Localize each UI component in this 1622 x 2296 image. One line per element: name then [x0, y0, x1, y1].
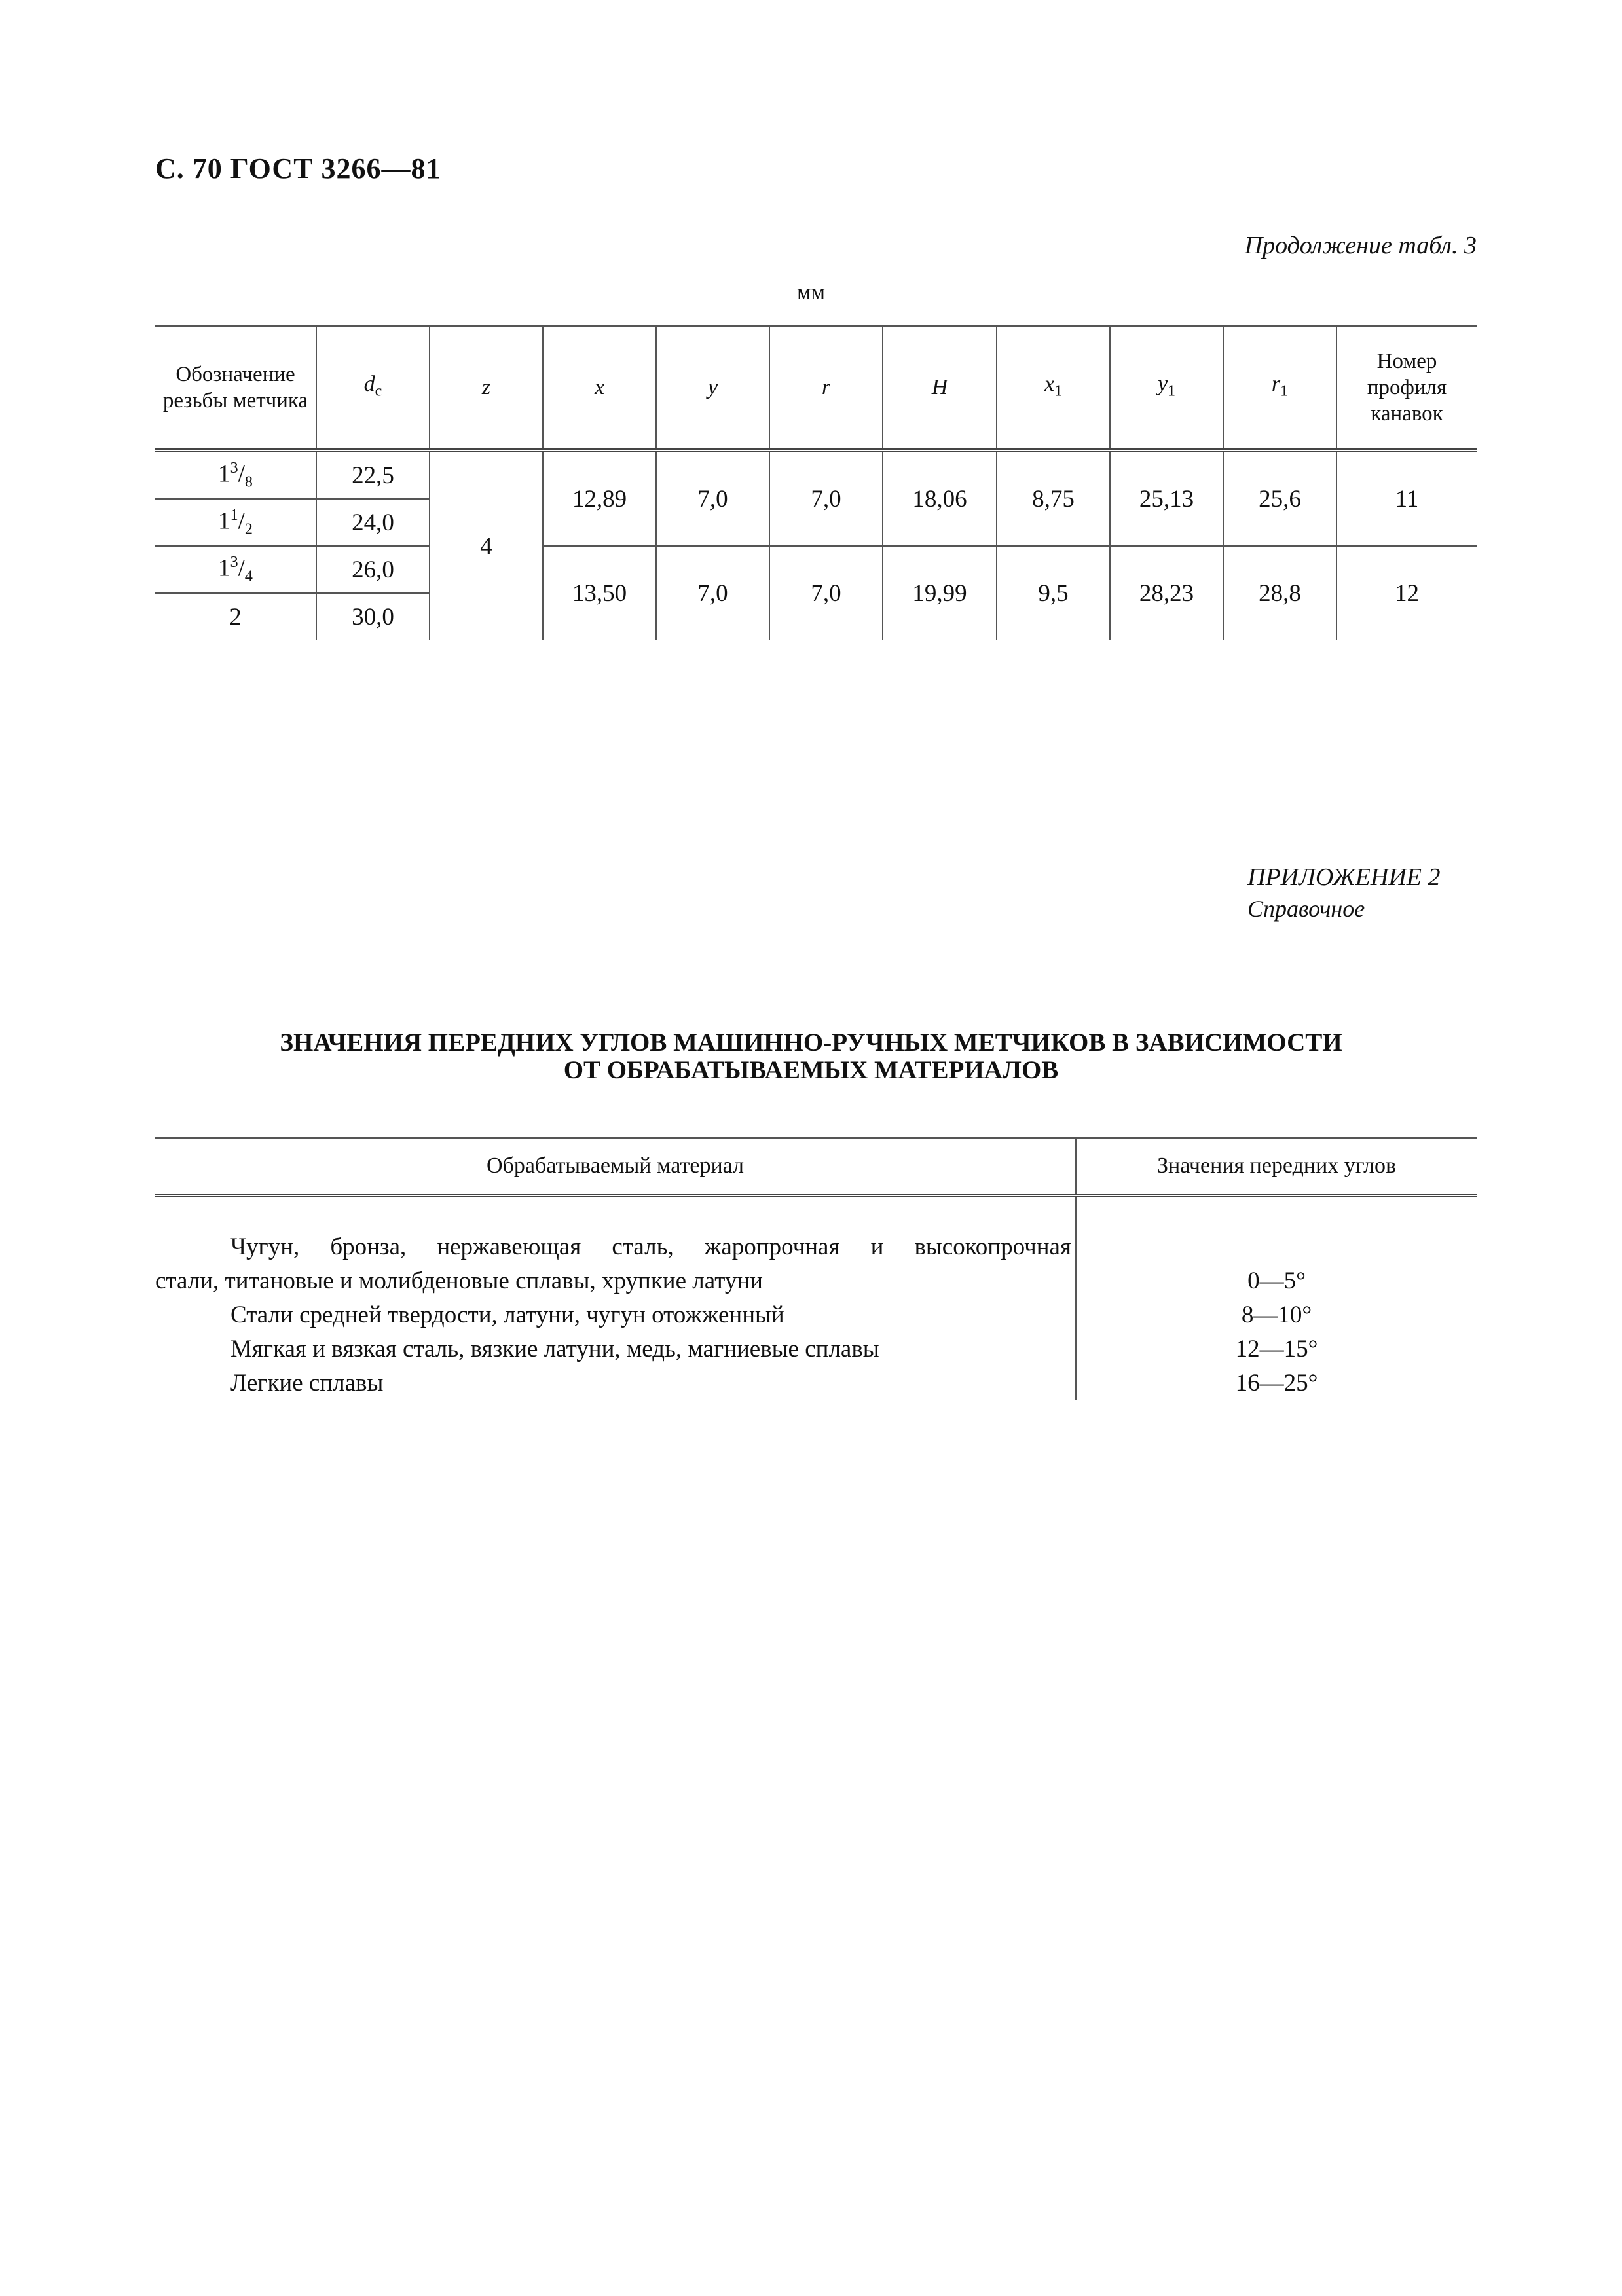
unit-label: мм — [796, 280, 826, 304]
x1-cell: 8,75 — [997, 450, 1110, 546]
material-cell: Мягкая и вязкая сталь, вязкие латуни, медь, магниевые сплавы — [230, 1336, 879, 1362]
header-angle: Значения передних углов — [1076, 1138, 1477, 1195]
table-row — [155, 1332, 1477, 1366]
dc-cell: 30,0 — [316, 593, 430, 640]
material-cell: Стали средней твердости, латуни, чугун отожженный — [230, 1302, 784, 1328]
tap-dimensions-table — [155, 325, 1477, 640]
table-row — [155, 546, 1477, 593]
header-y1: $y_1$ — [1110, 326, 1223, 450]
angle-cell: 16—25° — [1076, 1366, 1477, 1400]
designation-cell: $1^1/_2$ — [155, 499, 316, 546]
angle-cell: 8—10° — [1076, 1298, 1477, 1332]
r1-cell: 28,8 — [1223, 546, 1336, 640]
appendix-label — [1247, 862, 1440, 924]
appendix-title — [0, 1029, 1622, 1084]
header-material: Обрабатываемый материал — [155, 1138, 1076, 1195]
y1-cell: 28,23 — [1110, 546, 1223, 640]
title-line-1: ЗНАЧЕНИЯ ПЕРЕДНИХ УГЛОВ МАШИННО-РУЧНЫХ МЕТЧИКОВ В ЗАВИСИМОСТИ — [280, 1029, 1342, 1057]
appendix-type: Справочное — [1247, 896, 1365, 922]
header-x1: $x_1$ — [997, 326, 1110, 450]
material-line: Чугун, бронза, нержавеющая сталь, жаропрочная и высокопрочная — [230, 1233, 1071, 1260]
designation-cell: $1^3/_8$ — [218, 459, 253, 491]
header-h: H — [883, 326, 997, 450]
x1-cell: 9,5 — [997, 546, 1110, 640]
angle-cell: 0—5° — [1076, 1230, 1477, 1298]
header-y: y — [656, 326, 769, 450]
material-line: стали, титановые и молибденовые сплавы, хрупкие латуни — [155, 1267, 763, 1294]
header-dc: $d_с$ — [316, 326, 430, 450]
table-continuation-label: Продолжение табл. 3 — [1244, 232, 1477, 259]
table-row — [155, 1298, 1477, 1332]
rake-angles-table — [155, 1137, 1477, 1400]
header-z: z — [430, 326, 543, 450]
dc-cell: 24,0 — [316, 499, 430, 546]
x-cell: 13,50 — [543, 546, 656, 640]
r-cell: 7,0 — [769, 450, 883, 546]
dc-cell: 26,0 — [316, 546, 430, 593]
designation-cell: $1^3/_4$ — [155, 546, 316, 593]
r1-cell: 25,6 — [1223, 450, 1336, 546]
page-header: С. 70 ГОСТ 3266—81 — [155, 153, 441, 185]
title-line-2: ОТ ОБРАБАТЫВАЕМЫХ МАТЕРИАЛОВ — [563, 1056, 1059, 1084]
spacer-row — [155, 1195, 1477, 1230]
header-r1: $r_1$ — [1223, 326, 1336, 450]
angle-cell: 12—15° — [1076, 1332, 1477, 1366]
profile-cell: 11 — [1336, 450, 1477, 546]
y1-cell: 25,13 — [1110, 450, 1223, 546]
z-cell: 4 — [430, 450, 543, 640]
material-cell — [155, 1230, 1076, 1298]
header-profile: Номер профиля канавок — [1336, 326, 1477, 450]
dc-cell: 22,5 — [316, 450, 430, 499]
header-designation: Обозначение резьбы метчика — [155, 326, 316, 450]
table-row — [155, 450, 1477, 499]
x-cell: 12,89 — [543, 450, 656, 546]
y-cell: 7,0 — [656, 546, 769, 640]
h-cell: 18,06 — [883, 450, 997, 546]
h-cell: 19,99 — [883, 546, 997, 640]
designation-cell: 2 — [155, 593, 316, 640]
table-row — [155, 1366, 1477, 1400]
appendix-number: ПРИЛОЖЕНИЕ 2 — [1247, 864, 1441, 891]
table-row — [155, 1230, 1477, 1298]
profile-cell: 12 — [1336, 546, 1477, 640]
y-cell: 7,0 — [656, 450, 769, 546]
header-x: x — [543, 326, 656, 450]
header-r: r — [769, 326, 883, 450]
material-cell: Легкие сплавы — [230, 1370, 384, 1396]
r-cell: 7,0 — [769, 546, 883, 640]
